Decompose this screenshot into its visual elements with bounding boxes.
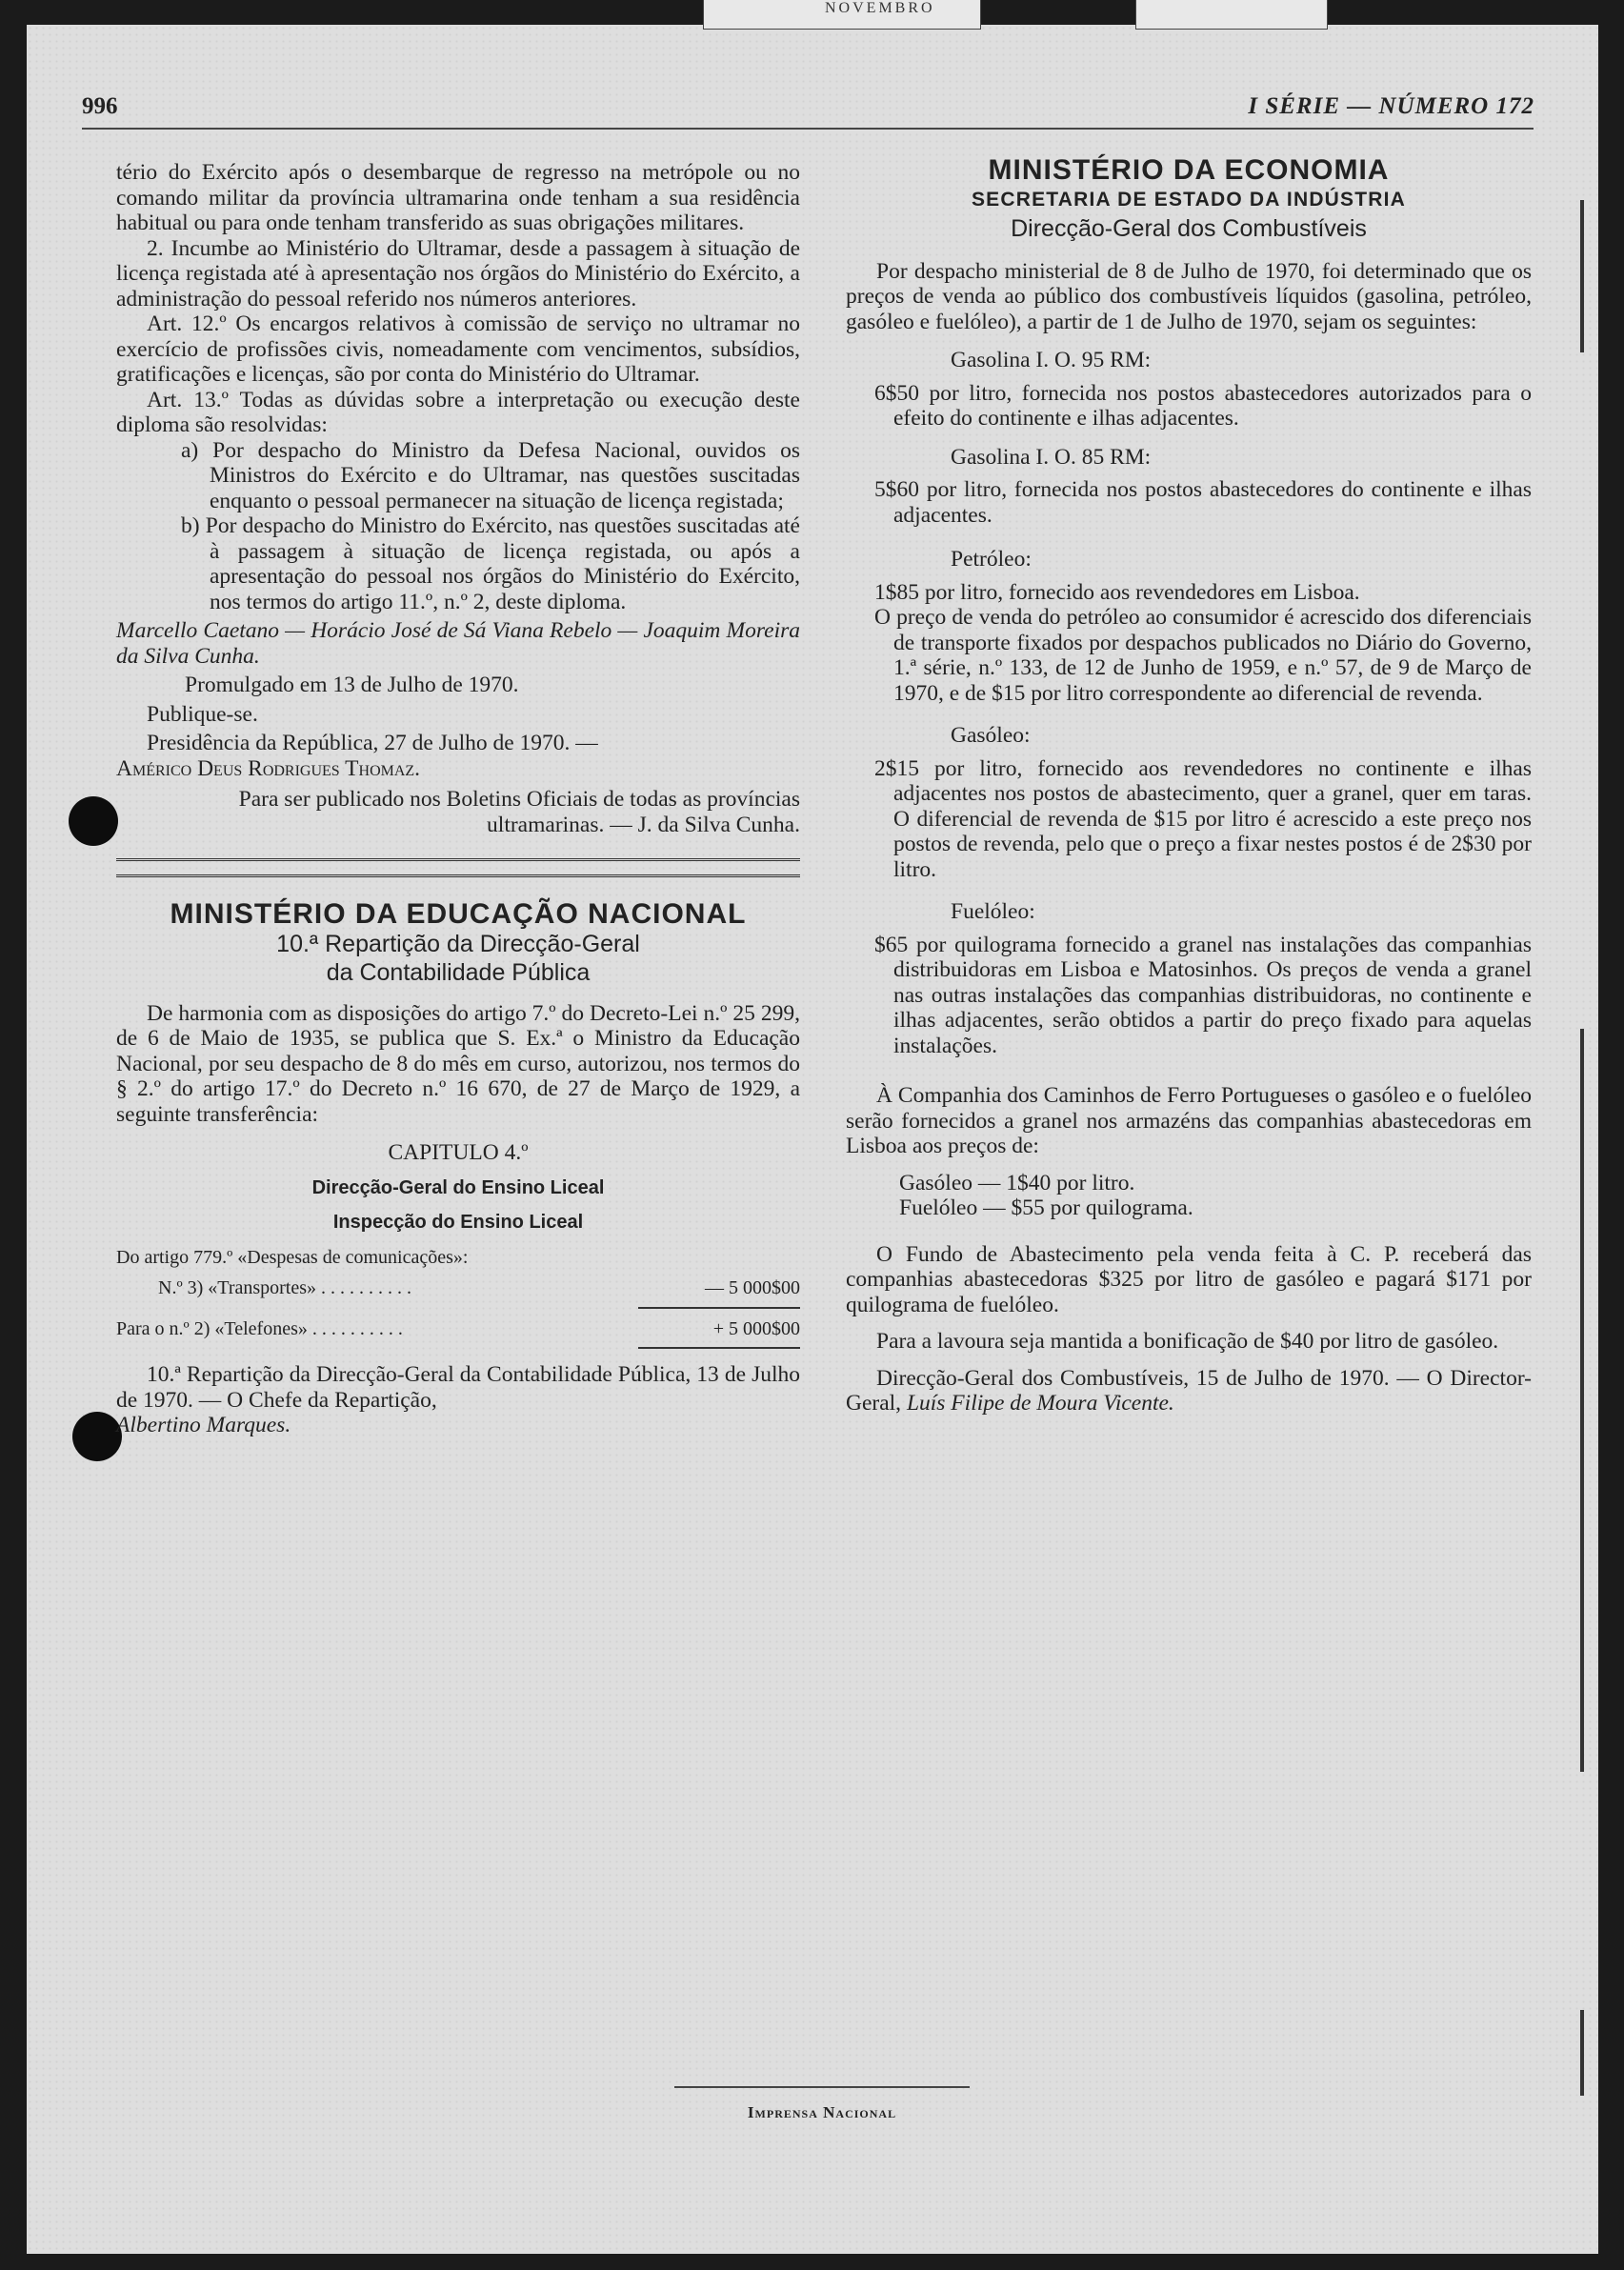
division-title: da Contabilidade Pública: [326, 959, 591, 986]
fuel-heading: Gasolina I. O. 95 RM:: [951, 348, 1152, 372]
closing-name: Luís Filipe de Moura Vicente.: [906, 1391, 1174, 1416]
row-value: + 5 000$00: [712, 1317, 800, 1339]
left-column: [116, 160, 800, 1438]
closing-name: Albertino Marques.: [116, 1413, 291, 1437]
fuel-heading: Gasolina I. O. 85 RM:: [951, 444, 1152, 470]
fuel-text: $65 por quilograma fornecido a granel nas instalações das companhias distribuidoras em Lisboa e Matosinhos. Os preços de venda a granel nas outras instalações das companhias distribuidoras, no continente e ilhas adjacentes, serão obtidos a partir do preço fixado para aquelas instalações.: [874, 932, 1532, 1058]
direction-heading: Direcção-Geral do Ensino Liceal: [311, 1176, 605, 1198]
publication-note: Para ser publicado nos Boletins Oficiais de todas as províncias ultramarinas. — J. da Silva Cunha.: [238, 787, 800, 837]
fuel-heading: Gasóleo:: [951, 723, 1031, 748]
presidency: Presidência da República, 27 de Julho de 1970. —: [147, 731, 598, 755]
paragraph: Por despacho ministerial de 8 de Julho de 1970, foi determinado que os preços de venda ao público dos combustíveis líquidos (gasolina, petróleo, gasóleo e fuelóleo), a partir de 1 de Julho de 1970, sejam os seguintes:: [846, 258, 1532, 334]
chapter-heading: CAPITULO 4.º: [388, 1140, 529, 1165]
paragraph: À Companhia dos Caminhos de Ferro Portugueses o gasóleo e o fuelóleo serão fornecidos a granel nos armazéns das companhias abastecedoras em Lisboa aos preços de:: [846, 1083, 1532, 1158]
page-number: 996: [82, 93, 118, 119]
publique: Publique-se.: [147, 701, 258, 727]
table-row: [116, 1276, 800, 1301]
inspection-heading: Inspecção do Ensino Liceal: [332, 1212, 584, 1233]
table-row: [116, 1316, 800, 1342]
fuel-text: 2$15 por litro, fornecido aos revendedores no continente e ilhas adjacentes nos postos de abastecimento, quer a granel, quer em taras. O diferencial de revenda de $15 por litro é acrescido a este preço nos postos de revenda, pelo que o preço a fixar nestes postos é de 2$30 por litro.: [874, 755, 1532, 882]
paragraph: De harmonia com as disposições do artigo 7.º do Decreto-Lei n.º 25 299, de 6 de Maio de 1935, se publica que S. Ex.ª o Ministro da Educação Nacional, por seu despacho de 8 do mês em curso, autorizou, nos termos do § 2.º do artigo 17.º do Decreto n.º 16 670, de 27 de Março de 1929, a seguinte transferência:: [116, 1000, 800, 1127]
top-tab-text: NOVEMBRO: [825, 0, 935, 16]
printer-name: Imprensa Nacional: [747, 2103, 897, 2121]
transfer-source: Do artigo 779.º «Despesas de comunicações»:: [116, 1246, 469, 1268]
sum-rule: [638, 1307, 800, 1309]
list-item: b) Por despacho do Ministro do Exército, nas questões suscitadas até à passagem à situação de licença registada, ou após a apresentação do pessoal nos órgãos do Ministério do Exército, nos termos do artigo 11.º, n.º 2, deste diploma.: [181, 513, 800, 614]
closing: Direcção-Geral dos Combustíveis, 15 de Julho de 1970. — O Director-Geral, Luís Filipe de Moura Vicente.: [846, 1365, 1532, 1416]
price-line: Fuelóleo — $55 por quilograma.: [899, 1195, 1193, 1220]
section-divider: [116, 858, 800, 877]
fuel-heading: Fuelóleo:: [951, 899, 1035, 924]
paragraph: Art. 12.º Os encargos relativos à comissão de serviço no ultramar no exercício de profissões civis, nomeadamente com vencimentos, subsídios, gratificações e licenças, são por conta do Ministério do Ultramar.: [116, 311, 800, 387]
direction-title: Direcção-Geral dos Combustíveis: [1011, 215, 1367, 242]
row-label: N.º 3) «Transportes» . . . . . . . . . .: [158, 1277, 412, 1298]
ministry-title: MINISTÉRIO DA EDUCAÇÃO NACIONAL: [170, 898, 747, 930]
list-item: a) Por despacho do Ministro da Defesa Nacional, ouvidos os Ministros do Exército e do Ultramar, nas questões suscitadas enquanto o pessoal permanecer na situação de licença registada;: [181, 437, 800, 513]
fuel-text: 6$50 por litro, fornecida nos postos abastecedores autorizados para o efeito do continente e ilhas adjacentes.: [874, 380, 1532, 431]
row-value: — 5 000$00: [705, 1277, 800, 1298]
paragraph: 2. Incumbe ao Ministério do Ultramar, desde a passagem à situação de licença registada até à apresentação nos órgãos do Ministério do Exército, a administração do pessoal referido nos números anteriores.: [116, 235, 800, 311]
footer-rule: [674, 2086, 970, 2088]
row-label: Para o n.º 2) «Telefones» . . . . . . . . . .: [116, 1317, 403, 1339]
sum-rule: [638, 1347, 800, 1349]
header-rule: [82, 128, 1534, 130]
promulgation: Promulgado em 13 de Julho de 1970.: [185, 673, 519, 697]
fuel-text: 5$60 por litro, fornecida nos postos abastecedores do continente e ilhas adjacentes.: [874, 477, 1532, 528]
fuel-text: O preço de venda do petróleo ao consumidor é acrescido dos diferenciais de transporte fixados por despachos publicados no Diário do Governo, 1.ª série, n.º 133, de 12 de Junho de 1959, e n.º 57, de 9 de Março de 1970, e de $15 por litro correspondente ao diferencial de revenda.: [874, 605, 1532, 706]
fuel-heading: Petróleo:: [951, 547, 1032, 572]
paragraph: O Fundo de Abastecimento pela venda feita à C. P. receberá das companhias abastecedoras $325 por litro de gasóleo e pagará $171 por quilograma de fuelóleo.: [846, 1241, 1532, 1317]
president-name: Américo Deus Rodrigues Thomaz.: [116, 755, 421, 781]
paragraph: tério do Exército após o desembarque de regresso na metrópole ou no comando militar da província ultramarina onde tenham a sua residência habitual ou para onde tenham transferido as suas obrigações militares.: [116, 160, 800, 235]
secretariat-title: SECRETARIA DE ESTADO DA INDÚSTRIA: [971, 188, 1407, 211]
series-label: I SÉRIE — NÚMERO 172: [1248, 93, 1534, 119]
fuel-text: 1$85 por litro, fornecido aos revendedores em Lisboa.: [874, 579, 1360, 605]
paragraph: Art. 13.º Todas as dúvidas sobre a interpretação ou execução deste diploma são resolvidas:: [116, 387, 800, 437]
price-line: Gasóleo — 1$40 por litro.: [899, 1170, 1135, 1195]
division-title: 10.ª Repartição da Direcção-Geral: [276, 930, 640, 957]
paragraph: Para a lavoura seja mantida a bonificação de $40 por litro de gasóleo.: [876, 1329, 1499, 1354]
ministry-title: MINISTÉRIO DA ECONOMIA: [988, 154, 1390, 186]
signatures: Marcello Caetano — Horácio José de Sá Viana Rebelo — Joaquim Moreira da Silva Cunha.: [116, 618, 800, 669]
right-column: [846, 154, 1532, 1416]
closing: 10.ª Repartição da Direcção-Geral da Contabilidade Pública, 13 de Julho de 1970. — O Chefe da Repartição,: [116, 1362, 800, 1413]
footer: [674, 2086, 970, 2122]
